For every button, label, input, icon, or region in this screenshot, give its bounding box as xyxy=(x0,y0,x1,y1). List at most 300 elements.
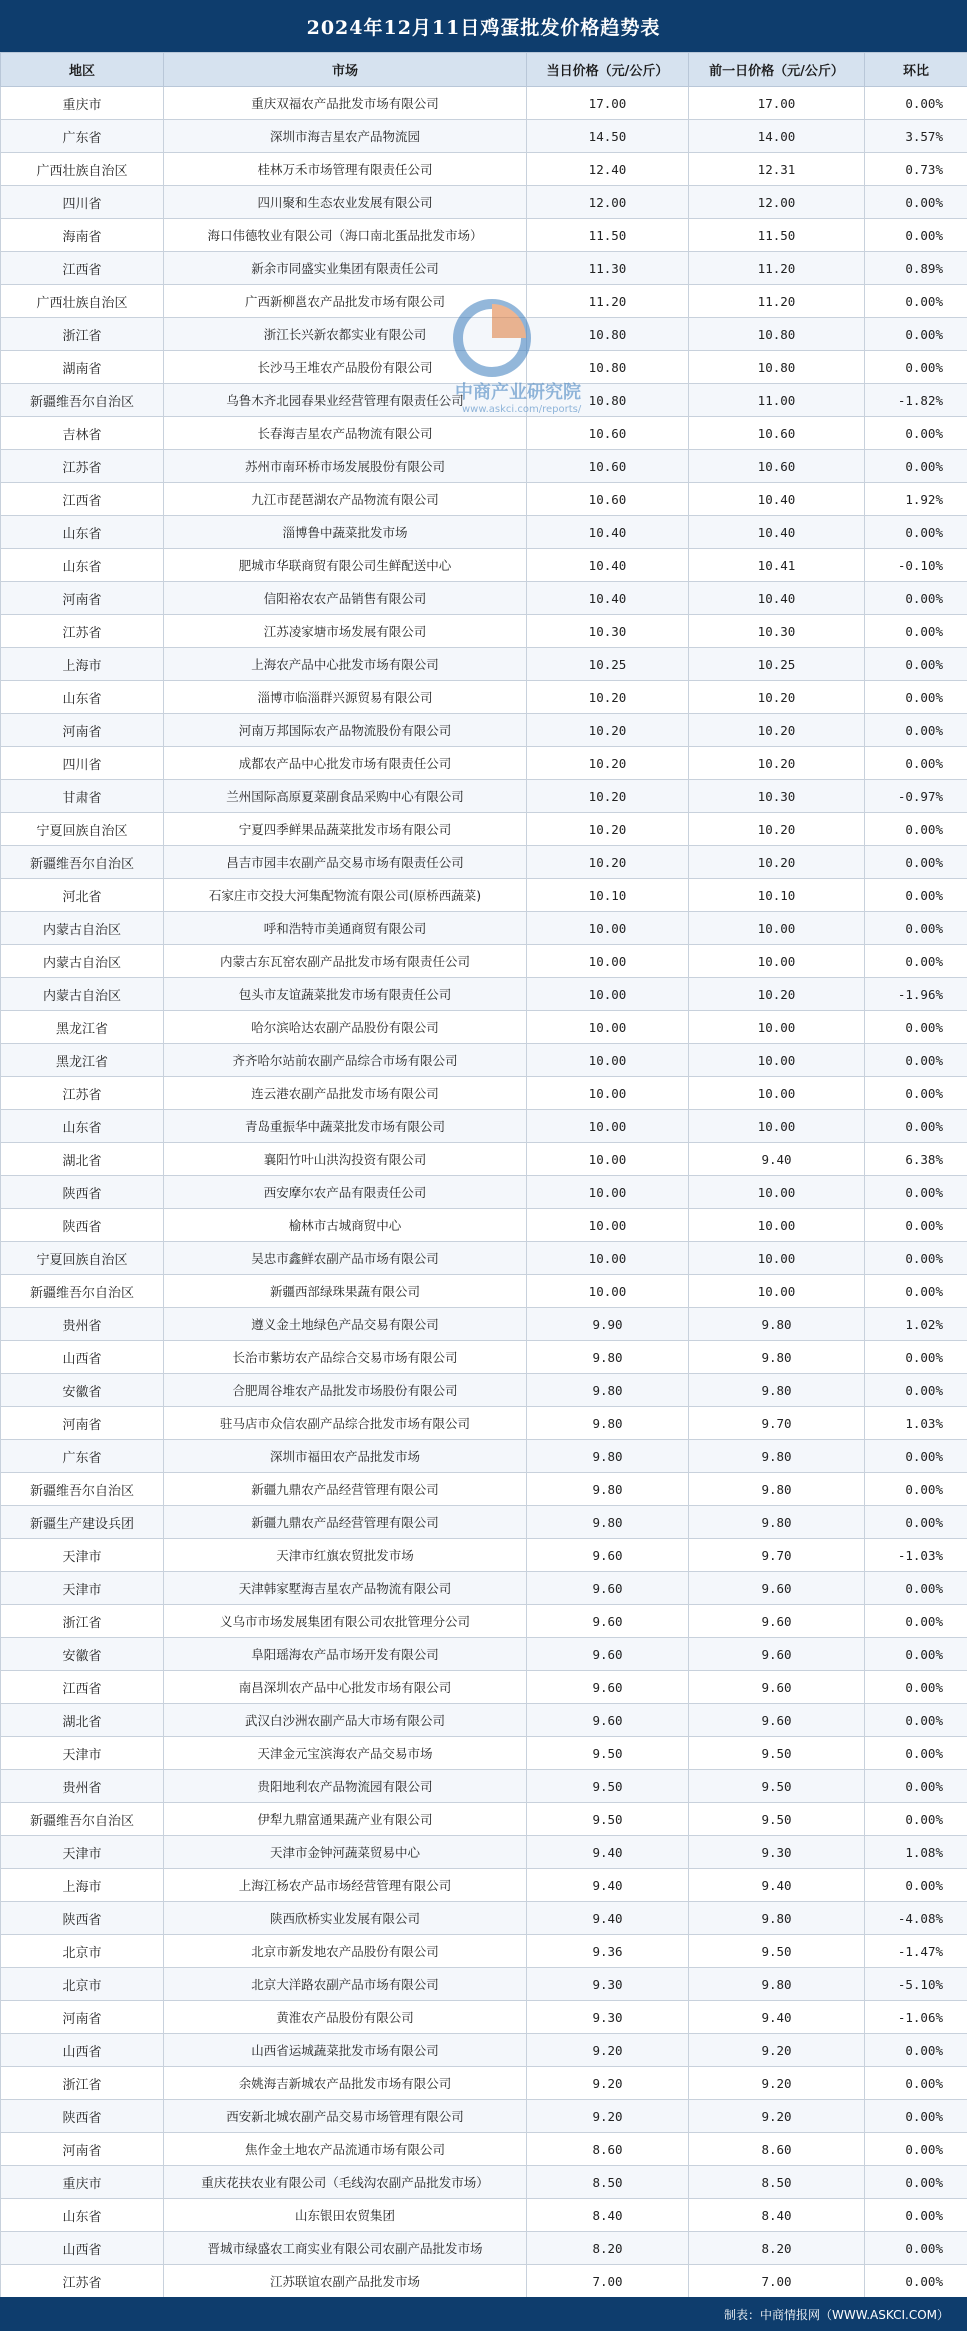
cell-region: 陕西省 xyxy=(1,1902,164,1935)
table-row xyxy=(1,1935,967,1968)
cell-market: 伊犁九鼎富通果蔬产业有限公司 xyxy=(164,1803,527,1836)
table-row xyxy=(1,2199,967,2232)
cell-change: 0.00% xyxy=(865,1704,967,1737)
cell-region: 河南省 xyxy=(1,2133,164,2166)
cell-region: 浙江省 xyxy=(1,318,164,351)
cell-region: 四川省 xyxy=(1,747,164,780)
cell-market: 重庆花扶农业有限公司（毛线沟农副产品批发市场） xyxy=(164,2166,527,2199)
cell-change: -1.96% xyxy=(865,978,967,1011)
cell-prev-price: 12.31 xyxy=(689,153,865,186)
cell-region: 贵州省 xyxy=(1,1770,164,1803)
cell-today-price: 10.20 xyxy=(527,681,689,714)
cell-change: 0.00% xyxy=(865,1209,967,1242)
cell-today-price: 9.60 xyxy=(527,1539,689,1572)
cell-region: 山西省 xyxy=(1,2232,164,2265)
cell-today-price: 9.30 xyxy=(527,2001,689,2034)
cell-prev-price: 9.80 xyxy=(689,1341,865,1374)
cell-region: 广西壮族自治区 xyxy=(1,153,164,186)
cell-market: 阜阳瑶海农产品市场开发有限公司 xyxy=(164,1638,527,1671)
cell-change: 0.00% xyxy=(865,1044,967,1077)
cell-today-price: 8.20 xyxy=(527,2232,689,2265)
cell-market: 黄淮农产品股份有限公司 xyxy=(164,2001,527,2034)
cell-prev-price: 9.80 xyxy=(689,1968,865,2001)
cell-region: 天津市 xyxy=(1,1737,164,1770)
cell-market: 新疆九鼎农产品经营管理有限公司 xyxy=(164,1473,527,1506)
cell-market: 长春海吉星农产品物流有限公司 xyxy=(164,417,527,450)
table-row xyxy=(1,1572,967,1605)
cell-market: 陕西欣桥实业发展有限公司 xyxy=(164,1902,527,1935)
cell-today-price: 9.90 xyxy=(527,1308,689,1341)
cell-prev-price: 10.20 xyxy=(689,846,865,879)
cell-prev-price: 9.50 xyxy=(689,1737,865,1770)
cell-prev-price: 9.40 xyxy=(689,1869,865,1902)
cell-change: -0.97% xyxy=(865,780,967,813)
header-market: 市场 xyxy=(164,53,527,87)
cell-prev-price: 9.80 xyxy=(689,1440,865,1473)
table-row xyxy=(1,1440,967,1473)
cell-market: 成都农产品中心批发市场有限责任公司 xyxy=(164,747,527,780)
cell-region: 天津市 xyxy=(1,1572,164,1605)
table-row xyxy=(1,1011,967,1044)
cell-prev-price: 10.00 xyxy=(689,1242,865,1275)
cell-today-price: 10.20 xyxy=(527,846,689,879)
cell-today-price: 9.40 xyxy=(527,1902,689,1935)
cell-change: 0.00% xyxy=(865,1275,967,1308)
cell-change: 1.92% xyxy=(865,483,967,516)
cell-today-price: 10.20 xyxy=(527,747,689,780)
watermark-url: www.askci.com/reports/ xyxy=(462,404,582,415)
cell-change: 0.00% xyxy=(865,2232,967,2265)
watermark-text: 中商产业研究院 xyxy=(455,382,581,403)
table-row xyxy=(1,1110,967,1143)
cell-region: 山西省 xyxy=(1,2034,164,2067)
cell-today-price: 8.50 xyxy=(527,2166,689,2199)
cell-today-price: 9.80 xyxy=(527,1407,689,1440)
cell-region: 新疆生产建设兵团 xyxy=(1,1506,164,1539)
table-row xyxy=(1,1605,967,1638)
cell-region: 湖北省 xyxy=(1,1704,164,1737)
table-row xyxy=(1,615,967,648)
cell-market: 深圳市海吉星农产品物流园 xyxy=(164,120,527,153)
cell-prev-price: 17.00 xyxy=(689,87,865,120)
cell-prev-price: 9.60 xyxy=(689,1572,865,1605)
cell-prev-price: 8.20 xyxy=(689,2232,865,2265)
cell-region: 河北省 xyxy=(1,879,164,912)
cell-region: 陕西省 xyxy=(1,1176,164,1209)
cell-market: 南昌深圳农产品中心批发市场有限公司 xyxy=(164,1671,527,1704)
cell-prev-price: 10.41 xyxy=(689,549,865,582)
cell-market: 余姚海吉新城农产品批发市场有限公司 xyxy=(164,2067,527,2100)
cell-market: 吴忠市鑫鲜农副产品市场有限公司 xyxy=(164,1242,527,1275)
cell-market: 信阳裕农农产品销售有限公司 xyxy=(164,582,527,615)
cell-region: 宁夏回族自治区 xyxy=(1,813,164,846)
cell-today-price: 10.00 xyxy=(527,1011,689,1044)
table-row xyxy=(1,87,967,120)
cell-prev-price: 11.50 xyxy=(689,219,865,252)
cell-region: 河南省 xyxy=(1,1407,164,1440)
cell-region: 新疆维吾尔自治区 xyxy=(1,1803,164,1836)
table-row xyxy=(1,1143,967,1176)
cell-market: 兰州国际高原夏菜副食品采购中心有限公司 xyxy=(164,780,527,813)
cell-today-price: 10.20 xyxy=(527,780,689,813)
cell-region: 重庆市 xyxy=(1,2166,164,2199)
cell-market: 苏州市南环桥市场发展股份有限公司 xyxy=(164,450,527,483)
cell-market: 包头市友谊蔬菜批发市场有限责任公司 xyxy=(164,978,527,1011)
cell-today-price: 10.00 xyxy=(527,1176,689,1209)
cell-prev-price: 9.80 xyxy=(689,1374,865,1407)
table-row xyxy=(1,252,967,285)
cell-today-price: 10.60 xyxy=(527,417,689,450)
cell-market: 重庆双福农产品批发市场有限公司 xyxy=(164,87,527,120)
cell-change: 0.00% xyxy=(865,1869,967,1902)
cell-region: 贵州省 xyxy=(1,1308,164,1341)
cell-prev-price: 10.20 xyxy=(689,714,865,747)
cell-change: 0.00% xyxy=(865,648,967,681)
cell-today-price: 9.40 xyxy=(527,1836,689,1869)
cell-market: 新疆西部绿珠果蔬有限公司 xyxy=(164,1275,527,1308)
cell-market: 晋城市绿盛农工商实业有限公司农副产品批发市场 xyxy=(164,2232,527,2265)
cell-prev-price: 10.00 xyxy=(689,912,865,945)
cell-market: 合肥周谷堆农产品批发市场股份有限公司 xyxy=(164,1374,527,1407)
cell-prev-price: 10.60 xyxy=(689,450,865,483)
cell-region: 河南省 xyxy=(1,582,164,615)
cell-change: 0.00% xyxy=(865,846,967,879)
cell-change: 1.02% xyxy=(865,1308,967,1341)
table-row xyxy=(1,1044,967,1077)
cell-region: 江西省 xyxy=(1,483,164,516)
cell-today-price: 9.50 xyxy=(527,1770,689,1803)
cell-today-price: 10.40 xyxy=(527,582,689,615)
cell-change: 0.00% xyxy=(865,1242,967,1275)
table-row xyxy=(1,714,967,747)
cell-prev-price: 9.70 xyxy=(689,1407,865,1440)
table-row xyxy=(1,2166,967,2199)
table-row xyxy=(1,879,967,912)
cell-change: 0.00% xyxy=(865,2133,967,2166)
cell-region: 内蒙古自治区 xyxy=(1,945,164,978)
table-row xyxy=(1,978,967,1011)
cell-prev-price: 10.40 xyxy=(689,582,865,615)
cell-change: 0.00% xyxy=(865,1638,967,1671)
cell-prev-price: 9.60 xyxy=(689,1605,865,1638)
cell-market: 上海农产品中心批发市场有限公司 xyxy=(164,648,527,681)
cell-prev-price: 10.00 xyxy=(689,1209,865,1242)
cell-region: 上海市 xyxy=(1,1869,164,1902)
cell-today-price: 9.20 xyxy=(527,2034,689,2067)
cell-prev-price: 9.80 xyxy=(689,1308,865,1341)
cell-market: 齐齐哈尔站前农副产品综合市场有限公司 xyxy=(164,1044,527,1077)
cell-prev-price: 10.40 xyxy=(689,483,865,516)
cell-prev-price: 9.40 xyxy=(689,1143,865,1176)
cell-prev-price: 9.20 xyxy=(689,2100,865,2133)
cell-region: 江西省 xyxy=(1,252,164,285)
cell-prev-price: 10.20 xyxy=(689,813,865,846)
header-prev-price: 前一日价格（元/公斤） xyxy=(689,53,865,87)
cell-change: 0.00% xyxy=(865,2067,967,2100)
cell-market: 连云港农副产品批发市场有限公司 xyxy=(164,1077,527,1110)
cell-market: 武汉白沙洲农副产品大市场有限公司 xyxy=(164,1704,527,1737)
cell-prev-price: 9.50 xyxy=(689,1803,865,1836)
cell-change: -4.08% xyxy=(865,1902,967,1935)
cell-today-price: 9.80 xyxy=(527,1374,689,1407)
cell-market: 西安新北城农副产品交易市场管理有限公司 xyxy=(164,2100,527,2133)
table-row xyxy=(1,1902,967,1935)
cell-today-price: 10.40 xyxy=(527,549,689,582)
cell-prev-price: 10.00 xyxy=(689,945,865,978)
table-row xyxy=(1,120,967,153)
table-row xyxy=(1,186,967,219)
table-row xyxy=(1,912,967,945)
cell-region: 山西省 xyxy=(1,1341,164,1374)
cell-region: 天津市 xyxy=(1,1539,164,1572)
cell-region: 湖北省 xyxy=(1,1143,164,1176)
cell-change: -0.10% xyxy=(865,549,967,582)
cell-region: 江苏省 xyxy=(1,2265,164,2298)
cell-today-price: 9.60 xyxy=(527,1572,689,1605)
cell-change: 0.00% xyxy=(865,186,967,219)
cell-region: 河南省 xyxy=(1,714,164,747)
table-row xyxy=(1,2265,967,2298)
cell-region: 广西壮族自治区 xyxy=(1,285,164,318)
cell-market: 呼和浩特市美通商贸有限公司 xyxy=(164,912,527,945)
cell-change: 0.00% xyxy=(865,219,967,252)
cell-change: 0.00% xyxy=(865,1374,967,1407)
cell-today-price: 9.80 xyxy=(527,1440,689,1473)
table-row xyxy=(1,2133,967,2166)
cell-change: 0.00% xyxy=(865,1605,967,1638)
table-row xyxy=(1,450,967,483)
cell-prev-price: 9.40 xyxy=(689,2001,865,2034)
table-row xyxy=(1,1704,967,1737)
cell-today-price: 11.50 xyxy=(527,219,689,252)
cell-region: 新疆维吾尔自治区 xyxy=(1,384,164,417)
table-row xyxy=(1,945,967,978)
cell-region: 浙江省 xyxy=(1,2067,164,2100)
cell-prev-price: 11.00 xyxy=(689,384,865,417)
cell-market: 义乌市市场发展集团有限公司农批管理分公司 xyxy=(164,1605,527,1638)
table-row xyxy=(1,1968,967,2001)
cell-today-price: 12.40 xyxy=(527,153,689,186)
cell-market: 天津市红旗农贸批发市场 xyxy=(164,1539,527,1572)
cell-change: 0.00% xyxy=(865,516,967,549)
cell-region: 上海市 xyxy=(1,648,164,681)
table-row xyxy=(1,483,967,516)
cell-prev-price: 9.50 xyxy=(689,1770,865,1803)
cell-today-price: 10.00 xyxy=(527,978,689,1011)
cell-change: 0.00% xyxy=(865,1341,967,1374)
cell-change: 0.73% xyxy=(865,153,967,186)
cell-prev-price: 9.70 xyxy=(689,1539,865,1572)
cell-region: 内蒙古自治区 xyxy=(1,912,164,945)
table-row xyxy=(1,153,967,186)
cell-change: 0.00% xyxy=(865,1572,967,1605)
cell-prev-price: 10.30 xyxy=(689,615,865,648)
cell-prev-price: 9.80 xyxy=(689,1506,865,1539)
table-row xyxy=(1,780,967,813)
cell-change: 0.00% xyxy=(865,1176,967,1209)
cell-market: 天津韩家墅海吉星农产品物流有限公司 xyxy=(164,1572,527,1605)
cell-region: 山东省 xyxy=(1,681,164,714)
table-row xyxy=(1,846,967,879)
cell-region: 北京市 xyxy=(1,1935,164,1968)
cell-today-price: 10.30 xyxy=(527,615,689,648)
cell-prev-price: 10.10 xyxy=(689,879,865,912)
cell-prev-price: 10.30 xyxy=(689,780,865,813)
cell-today-price: 10.60 xyxy=(527,450,689,483)
cell-change: -5.10% xyxy=(865,1968,967,2001)
cell-prev-price: 9.50 xyxy=(689,1935,865,1968)
table-title: 2024年12月11日鸡蛋批发价格趋势表 xyxy=(0,0,967,52)
footer-credit: 制表：中商情报网（WWW.ASKCI.COM） xyxy=(0,2297,967,2331)
cell-change: 0.00% xyxy=(865,2100,967,2133)
cell-market: 北京市新发地农产品股份有限公司 xyxy=(164,1935,527,1968)
cell-change: 1.03% xyxy=(865,1407,967,1440)
cell-change: 0.00% xyxy=(865,813,967,846)
cell-change: -1.82% xyxy=(865,384,967,417)
cell-today-price: 11.20 xyxy=(527,285,689,318)
cell-prev-price: 9.30 xyxy=(689,1836,865,1869)
table-row xyxy=(1,549,967,582)
cell-prev-price: 10.00 xyxy=(689,1176,865,1209)
table-row xyxy=(1,1671,967,1704)
cell-market: 四川聚和生态农业发展有限公司 xyxy=(164,186,527,219)
cell-region: 北京市 xyxy=(1,1968,164,2001)
cell-prev-price: 10.00 xyxy=(689,1275,865,1308)
cell-today-price: 9.36 xyxy=(527,1935,689,1968)
cell-market: 内蒙古东瓦窑农副产品批发市场有限责任公司 xyxy=(164,945,527,978)
cell-prev-price: 9.60 xyxy=(689,1638,865,1671)
table-row xyxy=(1,219,967,252)
cell-change: 0.00% xyxy=(865,747,967,780)
table-row xyxy=(1,1308,967,1341)
cell-today-price: 10.80 xyxy=(527,318,689,351)
table-row xyxy=(1,813,967,846)
cell-change: 0.89% xyxy=(865,252,967,285)
table-row xyxy=(1,681,967,714)
cell-today-price: 10.25 xyxy=(527,648,689,681)
cell-region: 内蒙古自治区 xyxy=(1,978,164,1011)
cell-change: -1.06% xyxy=(865,2001,967,2034)
cell-today-price: 9.20 xyxy=(527,2067,689,2100)
cell-change: 0.00% xyxy=(865,2034,967,2067)
cell-market: 山东银田农贸集团 xyxy=(164,2199,527,2232)
cell-region: 浙江省 xyxy=(1,1605,164,1638)
cell-today-price: 9.50 xyxy=(527,1803,689,1836)
cell-today-price: 8.40 xyxy=(527,2199,689,2232)
cell-market: 贵阳地利农产品物流园有限公司 xyxy=(164,1770,527,1803)
cell-change: 0.00% xyxy=(865,1506,967,1539)
cell-prev-price: 8.50 xyxy=(689,2166,865,2199)
cell-today-price: 12.00 xyxy=(527,186,689,219)
cell-change: 3.57% xyxy=(865,120,967,153)
cell-prev-price: 8.60 xyxy=(689,2133,865,2166)
cell-change: 0.00% xyxy=(865,1737,967,1770)
cell-region: 黑龙江省 xyxy=(1,1011,164,1044)
header-today-price: 当日价格（元/公斤） xyxy=(527,53,689,87)
cell-region: 重庆市 xyxy=(1,87,164,120)
cell-today-price: 10.60 xyxy=(527,483,689,516)
table-row xyxy=(1,1275,967,1308)
cell-change: 0.00% xyxy=(865,1110,967,1143)
table-row xyxy=(1,2001,967,2034)
cell-market: 北京大洋路农副产品市场有限公司 xyxy=(164,1968,527,2001)
cell-region: 天津市 xyxy=(1,1836,164,1869)
table-row xyxy=(1,2067,967,2100)
cell-today-price: 10.00 xyxy=(527,1275,689,1308)
cell-region: 安徽省 xyxy=(1,1638,164,1671)
table-row xyxy=(1,1209,967,1242)
cell-today-price: 10.00 xyxy=(527,1242,689,1275)
header-region: 地区 xyxy=(1,53,164,87)
table-row xyxy=(1,1374,967,1407)
cell-change: 0.00% xyxy=(865,450,967,483)
cell-today-price: 10.00 xyxy=(527,1077,689,1110)
cell-change: 0.00% xyxy=(865,879,967,912)
cell-market: 青岛重振华中蔬菜批发市场有限公司 xyxy=(164,1110,527,1143)
cell-market: 淄博市临淄群兴源贸易有限公司 xyxy=(164,681,527,714)
cell-market: 昌吉市园丰农副产品交易市场有限责任公司 xyxy=(164,846,527,879)
header-row xyxy=(1,53,967,87)
cell-market: 焦作金土地农产品流通市场有限公司 xyxy=(164,2133,527,2166)
cell-today-price: 10.00 xyxy=(527,1044,689,1077)
table-row xyxy=(1,582,967,615)
cell-market: 长治市紫坊农产品综合交易市场有限公司 xyxy=(164,1341,527,1374)
cell-region: 四川省 xyxy=(1,186,164,219)
cell-today-price: 10.80 xyxy=(527,384,689,417)
cell-market: 九江市琵琶湖农产品物流有限公司 xyxy=(164,483,527,516)
cell-prev-price: 11.20 xyxy=(689,285,865,318)
cell-change: 0.00% xyxy=(865,1671,967,1704)
cell-prev-price: 10.00 xyxy=(689,1044,865,1077)
cell-prev-price: 9.60 xyxy=(689,1704,865,1737)
cell-market: 深圳市福田农产品批发市场 xyxy=(164,1440,527,1473)
cell-region: 陕西省 xyxy=(1,2100,164,2133)
cell-prev-price: 8.40 xyxy=(689,2199,865,2232)
cell-region: 安徽省 xyxy=(1,1374,164,1407)
cell-market: 天津市金钟河蔬菜贸易中心 xyxy=(164,1836,527,1869)
cell-region: 陕西省 xyxy=(1,1209,164,1242)
cell-prev-price: 11.20 xyxy=(689,252,865,285)
table-row xyxy=(1,2100,967,2133)
table-row xyxy=(1,1770,967,1803)
cell-change: 0.00% xyxy=(865,417,967,450)
cell-today-price: 11.30 xyxy=(527,252,689,285)
cell-change: 0.00% xyxy=(865,1011,967,1044)
cell-today-price: 10.00 xyxy=(527,912,689,945)
cell-market: 驻马店市众信农副产品综合批发市场有限公司 xyxy=(164,1407,527,1440)
cell-region: 甘肃省 xyxy=(1,780,164,813)
cell-change: 6.38% xyxy=(865,1143,967,1176)
table-row xyxy=(1,648,967,681)
cell-today-price: 7.00 xyxy=(527,2265,689,2298)
cell-today-price: 10.20 xyxy=(527,813,689,846)
cell-region: 江苏省 xyxy=(1,450,164,483)
table-row xyxy=(1,417,967,450)
cell-prev-price: 10.20 xyxy=(689,747,865,780)
cell-market: 新疆九鼎农产品经营管理有限公司 xyxy=(164,1506,527,1539)
cell-market: 江苏凌家塘市场发展有限公司 xyxy=(164,615,527,648)
cell-prev-price: 7.00 xyxy=(689,2265,865,2298)
cell-change: -1.47% xyxy=(865,1935,967,1968)
cell-today-price: 10.20 xyxy=(527,714,689,747)
table-row xyxy=(1,1242,967,1275)
cell-market: 长沙马王堆农产品股份有限公司 xyxy=(164,351,527,384)
cell-change: 0.00% xyxy=(865,351,967,384)
table-row xyxy=(1,2232,967,2265)
cell-change: 0.00% xyxy=(865,2199,967,2232)
cell-market: 宁夏四季鲜果品蔬菜批发市场有限公司 xyxy=(164,813,527,846)
cell-prev-price: 10.25 xyxy=(689,648,865,681)
